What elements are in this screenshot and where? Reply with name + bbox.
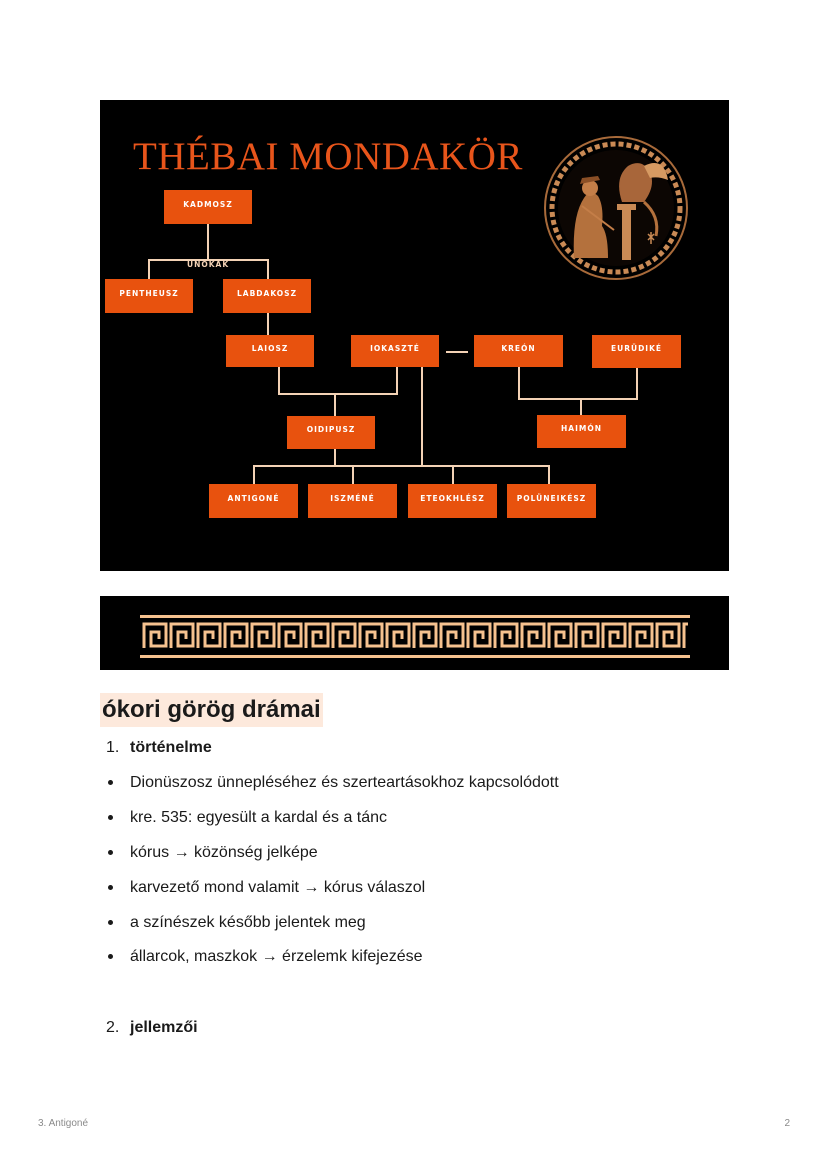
bullet-dot-icon	[108, 815, 113, 820]
connector-line	[278, 393, 398, 395]
node-iszmene: ISZMÉNÉ	[308, 484, 397, 518]
connector-line	[267, 313, 269, 335]
connector-line	[253, 465, 255, 484]
node-laiosz: LAIOSZ	[226, 335, 314, 367]
node-haimon: HAIMÓN	[537, 415, 626, 448]
item-label: történelme	[130, 739, 212, 756]
connector-line	[421, 367, 423, 466]
greek-key-border	[100, 596, 729, 670]
node-labdakosz: LABDAKOSZ	[223, 279, 311, 313]
node-poluneikesz: POLÜNEIKÉSZ	[507, 484, 596, 518]
connector-line	[396, 367, 398, 394]
item-number: 1.	[106, 739, 120, 756]
tree-title: THÉBAI MONDAKÖR	[133, 135, 523, 178]
connector-line	[446, 351, 468, 353]
connector-line	[278, 367, 280, 394]
node-kreon: KREÓN	[474, 335, 563, 367]
connector-line	[207, 224, 209, 260]
node-antigone: ANTIGONÉ	[209, 484, 298, 518]
bullet-dot-icon	[108, 780, 113, 785]
connector-line	[518, 367, 520, 399]
greek-vase-medallion-icon	[544, 136, 688, 280]
connector-line	[452, 465, 454, 484]
bullet-text: karvezető mond valamit → kórus válaszol	[130, 879, 426, 896]
bullet-text: a színészek később jelentek meg	[130, 914, 366, 931]
numbered-item	[106, 738, 212, 758]
item-label: jellemzői	[130, 1019, 198, 1036]
node-pentheusz: PENTHEUSZ	[105, 279, 193, 313]
footer-page-number: 2	[784, 1118, 790, 1129]
section-heading: ókori görög drámai	[100, 693, 323, 727]
bullet-text: állarcok, maszkok → érzelemk kifejezése	[130, 948, 423, 965]
family-tree-image	[100, 100, 729, 571]
node-eurudike: EURÜDIKÉ	[592, 335, 681, 368]
connector-line	[334, 393, 336, 416]
bullet-text: kórus → közönség jelképe	[130, 844, 318, 861]
connector-line	[518, 398, 638, 400]
bullet-text: Dionüszosz ünnepléséhez és szerteartásokhoz kapcsolódott	[130, 774, 559, 791]
connector-line	[352, 465, 354, 484]
bullet-text: kre. 535: egyesült a kardal és a tánc	[130, 809, 388, 826]
connector-line	[148, 259, 150, 279]
grandchildren-label: UNOKÁK	[187, 260, 230, 269]
connector-line	[636, 367, 638, 399]
connector-line	[334, 449, 336, 466]
node-oidipusz: OIDIPUSZ	[287, 416, 375, 449]
node-kadmosz: KADMOSZ	[164, 190, 252, 224]
connector-line	[253, 465, 550, 467]
footer-doc-title: 3. Antigoné	[38, 1118, 89, 1129]
numbered-item	[106, 1018, 198, 1038]
connector-line	[267, 259, 269, 279]
connector-line	[548, 465, 550, 484]
node-iokaszte: IOKASZTÉ	[351, 335, 439, 367]
bullet-dot-icon	[108, 850, 113, 855]
bullet-dot-icon	[108, 920, 113, 925]
bullet-dot-icon	[108, 954, 113, 959]
connector-line	[580, 398, 582, 415]
greek-key-pattern-icon	[100, 596, 729, 670]
item-number: 2.	[106, 1019, 120, 1036]
node-eteokhlesz: ETEOKHLÉSZ	[408, 484, 497, 518]
bullet-dot-icon	[108, 885, 113, 890]
